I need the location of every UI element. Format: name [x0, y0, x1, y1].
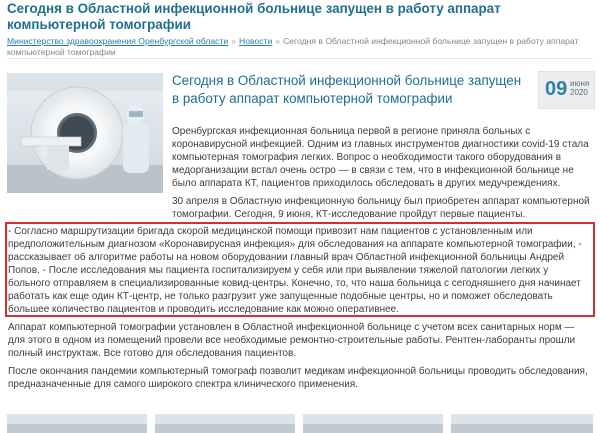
gallery-thumbnail[interactable]: [451, 414, 593, 433]
date-month: июня: [570, 79, 590, 88]
date-year: 2020: [570, 88, 588, 97]
breadcrumb: [7, 36, 597, 58]
gallery-thumbnail[interactable]: [155, 414, 295, 433]
breadcrumb-separator: »: [231, 36, 236, 46]
breadcrumb-link-news[interactable]: Новости: [239, 36, 273, 46]
gallery-thumbnail[interactable]: [303, 414, 443, 433]
article-paragraph: Аппарат компьютерной томографии установлен в Областной инфекционной больнице с учетом всех санитарных норм — для этого в одном из помещений провели все необходимые ремонтно-строительные работы. Рентген-лаборанты прошли полный инструктаж. Все готово для обследования пациентов.: [8, 322, 576, 359]
article-paragraph: Оренбургская инфекционная больница первой в регионе приняла больных с коронавирусной инфекцией. Одним из главных инструментов диагностики covid-19 стала компьютерная томография легких. Вопрос о необходимости такого оборудования в медорганизации встал очень остро — в связи с тем, что в инфекционной больнице не было аппарата КТ, пациентов приходилось обследовать в других медучреждениях.: [172, 126, 589, 189]
article-paragraph: После окончания пандемии компьютерный томограф позволит медикам инфекционной больницы проводить обследования, предназначенные для самого широкого спектра клинического применения.: [8, 366, 588, 390]
article-photo-ct-scanner[interactable]: [7, 73, 163, 193]
page-title: Сегодня в Областной инфекционной больнице запущен в работу аппарат компьютерной томографии: [7, 1, 501, 32]
gallery-thumbnail[interactable]: [7, 414, 147, 433]
breadcrumb-separator: »: [275, 36, 281, 46]
breadcrumb-current: Сегодня в Областной инфекционной больнице запущен в работу аппарат компьютерной томографии: [7, 36, 579, 57]
divider: [7, 58, 593, 59]
article-paragraph: 30 апреля в Областную инфекционную больницу был приобретен аппарат компьютерной томографии. Сегодня, 9 июня, КТ-исследование пройдут первые пациенты.: [172, 196, 590, 220]
date-badge: [538, 71, 595, 109]
article-title: Сегодня в Областной инфекционной больнице запущен в работу аппарат компьютерной томографии: [172, 73, 522, 106]
breadcrumb-link-ministry[interactable]: Министерство здравоохранения Оренбургской области: [7, 36, 229, 46]
date-day: 09: [545, 78, 568, 100]
article-paragraph-quote: - Согласно маршрутизации бригада скорой медицинской помощи привозит нам пациентов с установленным или предположительным диагнозом «Коронавирусная инфекция» для обследования на аппарате компьютерной томографии, - рассказывает об алгоритме работы на новом оборудовании главный врач Областной инфекционной больницы Андрей Попов. - После исследования мы пациента госпитализируем у себя или при выявлении тяжелой патологии легких у больного отправляем в специализированные ковид-центры. Конечно, то, что наша больница с сегодняшнего дня начинает работать как еще один КТ-центр, не только разгрузит уже запущенные подобные центры, но и поможет обследовать большее количество пациентов и проводить исследование как можно оперативнее.: [8, 226, 582, 315]
